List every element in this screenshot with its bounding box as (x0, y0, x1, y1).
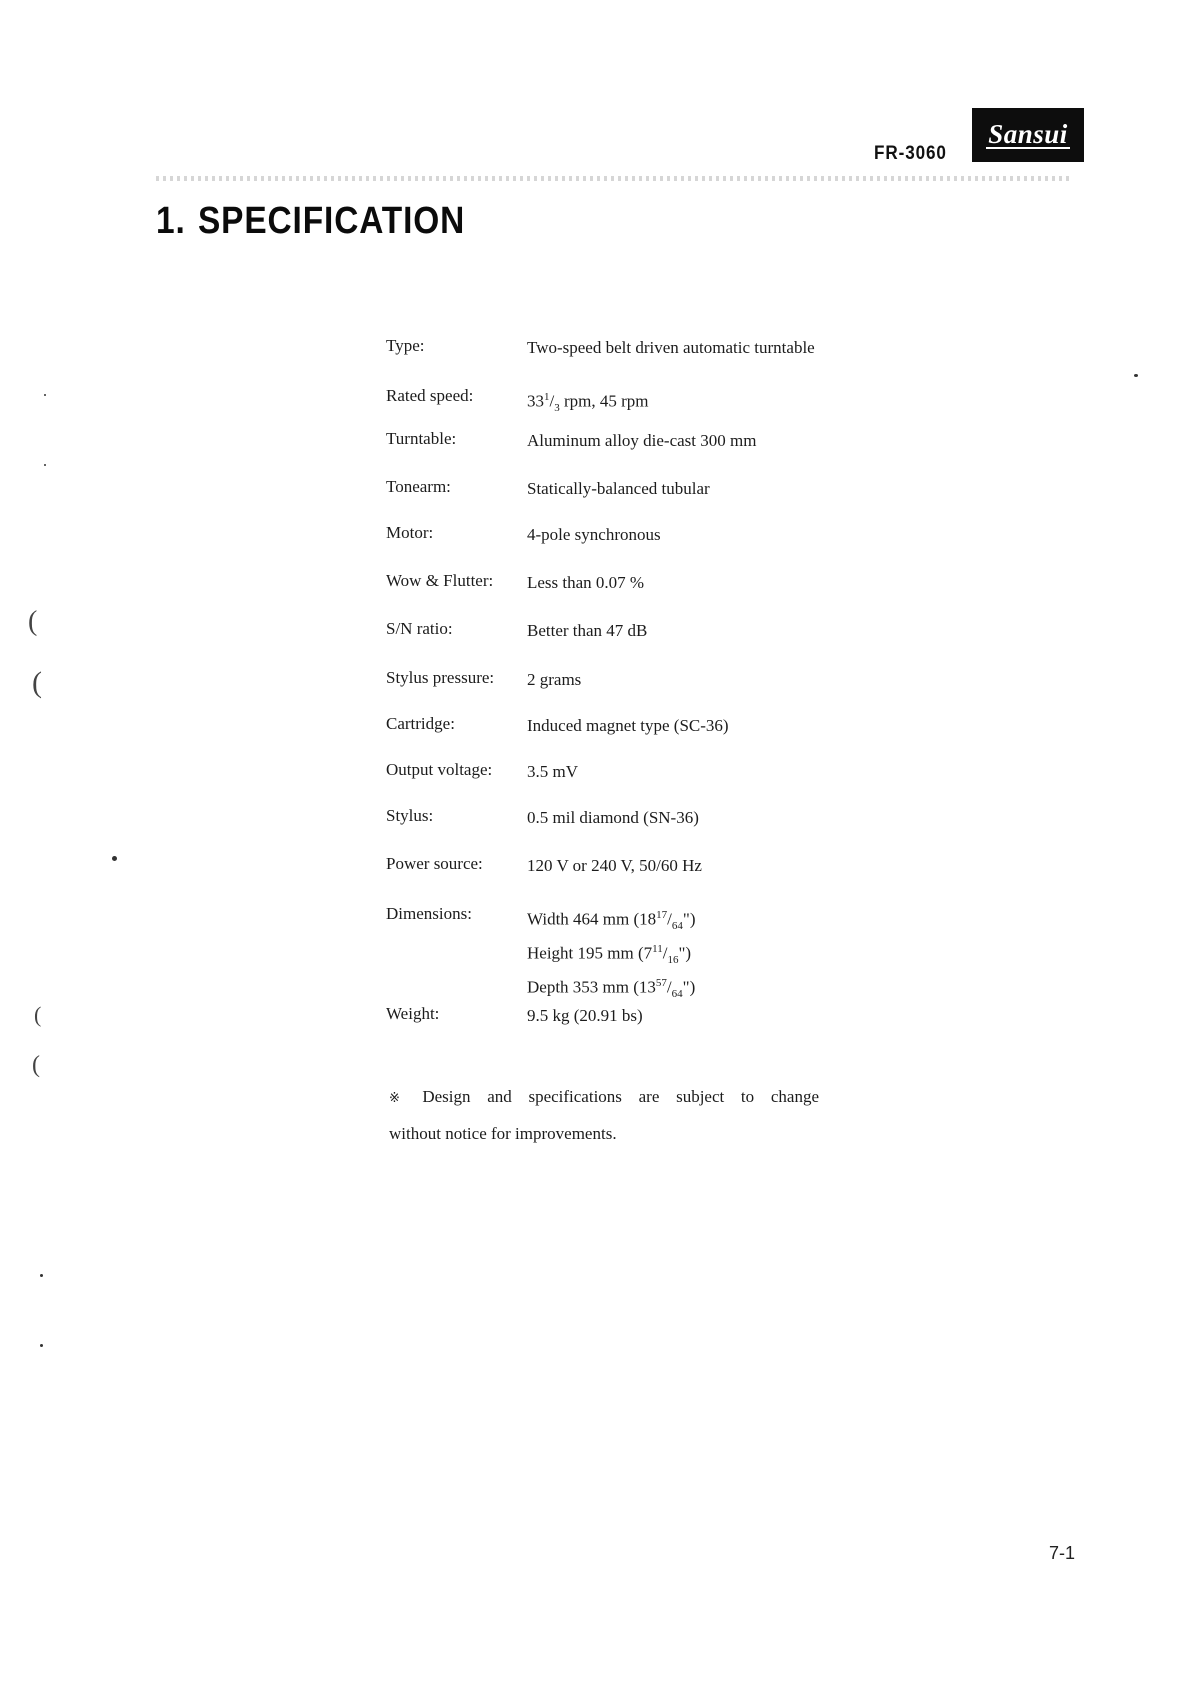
spec-label: Weight: (386, 1004, 440, 1023)
spec-row-stylus (386, 806, 906, 829)
spec-value: 120 V or 240 V, 50/60 Hz (527, 856, 702, 875)
spec-row-wow-flutter (386, 571, 906, 594)
section-title-text: SPECIFICATION (197, 200, 466, 242)
speed-frac-num: 1 (544, 391, 550, 403)
spec-row-tonearm (386, 477, 906, 500)
spec-note (389, 1079, 819, 1151)
note-line-2: without notice for improvements. (389, 1124, 617, 1143)
dimension-height: Height 195 mm $(7^{11}/_{16}")$ (527, 943, 692, 967)
section-number: 1. (156, 200, 186, 242)
spec-label: Wow & Flutter: (386, 571, 494, 590)
page-number: 7-1 (1049, 1543, 1076, 1563)
spec-label: Power source: (386, 854, 483, 873)
spec-label: Dimensions: (386, 904, 472, 923)
spec-label: Stylus: (386, 806, 434, 825)
spec-value: 2 grams (527, 670, 582, 689)
spec-value: 0.5 mil diamond (SN-36) (527, 808, 699, 827)
spec-label: Motor: (386, 523, 434, 542)
spec-value: Aluminum alloy die-cast 300 mm (527, 431, 757, 450)
note-mark-icon: ※ (389, 1091, 413, 1106)
brand-logo (972, 108, 1084, 162)
spec-label: S/N ratio: (386, 619, 453, 638)
section-title (156, 200, 465, 243)
spec-row-stylus-pressure (386, 668, 906, 691)
speed-frac-den: 3 (554, 402, 560, 415)
spec-label: Rated speed: (386, 386, 474, 405)
spec-row-weight (386, 1004, 906, 1027)
scan-mark: ( (28, 606, 38, 637)
spec-label: Turntable: (386, 429, 457, 448)
spec-row-dimensions (386, 904, 906, 1006)
spec-value: 3.5 mV (527, 762, 578, 781)
speed-rest: rpm, 45 rpm (559, 391, 649, 411)
spec-value: Statically-balanced tubular (527, 479, 710, 498)
scan-mark: ( (32, 666, 42, 699)
spec-row-type (386, 336, 906, 359)
spec-label: Type: (386, 336, 425, 355)
scan-speck (44, 394, 46, 396)
scan-speck (1134, 374, 1138, 377)
header-rule (156, 176, 1070, 181)
spec-row-output-voltage (386, 760, 906, 783)
scan-mark: ( (34, 1002, 42, 1027)
spec-value: Less than 0.07 % (527, 573, 645, 592)
spec-row-turntable (386, 429, 906, 452)
spec-label: Tonearm: (386, 477, 451, 496)
spec-value: 9.5 kg (20.91 bs) (527, 1006, 643, 1025)
spec-value: Induced magnet type (SC-36) (527, 716, 729, 735)
scan-speck (112, 856, 117, 861)
spec-value: $33^1/_3$ rpm, 45 rpm (527, 391, 649, 415)
note-line-1: ※ Design and specifications are subject to change (389, 1087, 819, 1106)
dimension-depth: Depth 353 mm $(13^{57}/_{64}")$ (527, 977, 696, 1001)
spec-value: Better than 47 dB (527, 621, 648, 640)
spec-value: 4-pole synchronous (527, 525, 661, 544)
scan-mark: ( (32, 1052, 40, 1078)
model-code: FR-3060 (874, 143, 947, 164)
brand-logo-text: Sansui (988, 119, 1068, 149)
spec-label: Output voltage: (386, 760, 493, 779)
spec-row-power-source (386, 854, 906, 877)
spec-row-motor (386, 523, 906, 546)
spec-row-rated-speed (386, 386, 906, 420)
spec-label: Stylus pressure: (386, 668, 495, 687)
spec-row-cartridge (386, 714, 906, 737)
scan-speck (40, 1274, 43, 1277)
spec-row-sn-ratio (386, 619, 906, 642)
spec-value (527, 904, 906, 1006)
scan-speck (44, 464, 46, 466)
dimension-width: Width 464 mm $(18^{17}/_{64}")$ (527, 909, 696, 933)
spec-label: Cartridge: (386, 714, 455, 733)
spec-value: Two-speed belt driven automatic turntable (527, 338, 815, 357)
scan-speck (40, 1344, 43, 1347)
speed-whole: 33 (527, 391, 544, 411)
